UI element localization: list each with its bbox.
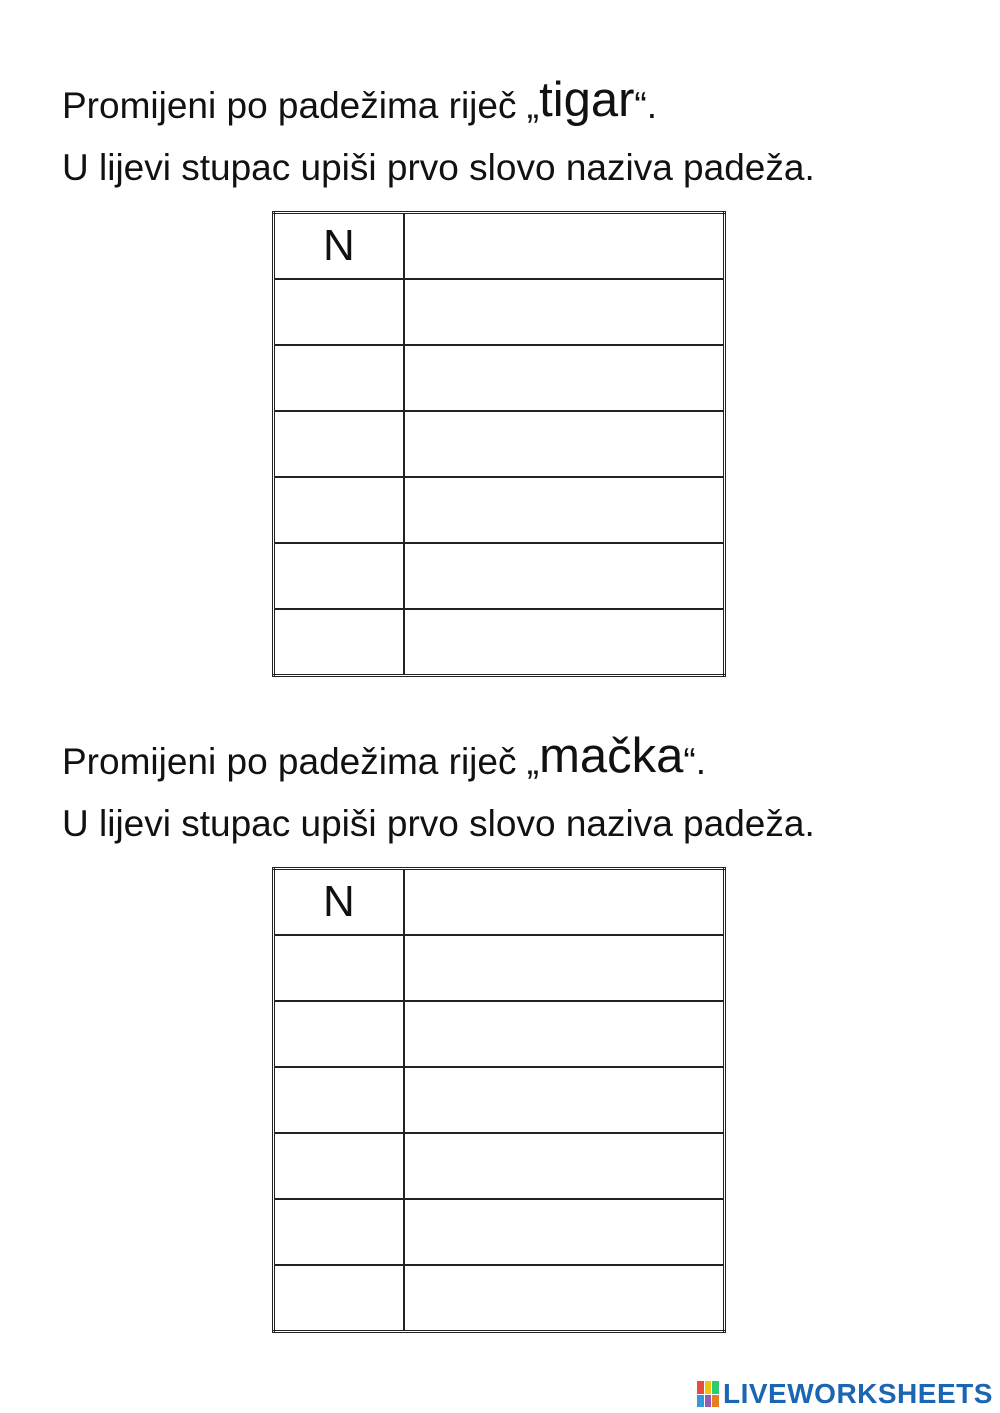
case-letter-cell xyxy=(274,279,404,345)
logo-square xyxy=(712,1381,719,1394)
logo-square xyxy=(705,1381,712,1394)
logo-square xyxy=(712,1395,719,1408)
answer-input[interactable] xyxy=(405,412,723,476)
answer-input[interactable] xyxy=(405,1266,723,1330)
table-row xyxy=(274,1265,725,1332)
answer-input[interactable] xyxy=(405,1002,723,1066)
answer-cell xyxy=(404,477,725,543)
case-letter-input[interactable] xyxy=(275,1200,403,1264)
case-letter-cell: N xyxy=(274,213,404,280)
case-letter-input[interactable] xyxy=(275,478,403,542)
answer-input[interactable] xyxy=(405,936,723,1000)
table-row xyxy=(274,609,725,676)
answer-input[interactable] xyxy=(405,870,723,934)
liveworksheets-logo xyxy=(697,1378,993,1410)
case-letter-cell xyxy=(274,1265,404,1332)
instruction-text: Promijeni po padežima riječ „ xyxy=(62,85,540,126)
logo-square xyxy=(697,1395,704,1408)
logo-square xyxy=(705,1395,712,1408)
answer-cell xyxy=(404,609,725,676)
case-letter-input[interactable] xyxy=(275,610,403,674)
case-letter-input[interactable] xyxy=(275,1068,403,1132)
answer-cell xyxy=(404,1001,725,1067)
table-row xyxy=(274,1067,725,1133)
case-letter-cell xyxy=(274,935,404,1001)
answer-cell xyxy=(404,935,725,1001)
table-row xyxy=(274,411,725,477)
answer-cell xyxy=(404,1133,725,1199)
table-row xyxy=(274,869,725,936)
logo-text: LIVEWORKSHEETS xyxy=(723,1378,993,1409)
instruction-text: Promijeni po padežima riječ „ xyxy=(62,741,540,782)
liveworksheets-logo-icon xyxy=(697,1381,719,1407)
answer-cell xyxy=(404,869,725,936)
table-row xyxy=(274,1133,725,1199)
case-letter-input[interactable] xyxy=(275,936,403,1000)
instruction-text-end: “. xyxy=(683,741,707,782)
case-letter-input[interactable] xyxy=(275,1002,403,1066)
case-letter-input[interactable] xyxy=(275,1134,403,1198)
case-letter-cell xyxy=(274,1001,404,1067)
case-table-1 xyxy=(272,211,726,677)
case-letter-cell xyxy=(274,411,404,477)
answer-cell xyxy=(404,543,725,609)
case-letter-cell xyxy=(274,477,404,543)
answer-cell xyxy=(404,1199,725,1265)
exercise-1-subinstruction: U lijevi stupac upiši prvo slovo naziva padeža. xyxy=(62,147,815,188)
answer-cell xyxy=(404,213,725,280)
answer-input[interactable] xyxy=(405,1134,723,1198)
answer-cell xyxy=(404,1067,725,1133)
table-row xyxy=(274,935,725,1001)
case-letter-cell xyxy=(274,609,404,676)
case-letter-cell xyxy=(274,543,404,609)
case-letter-cell xyxy=(274,345,404,411)
case-letter-input[interactable] xyxy=(275,544,403,608)
answer-cell xyxy=(404,345,725,411)
table-row xyxy=(274,345,725,411)
table-row xyxy=(274,543,725,609)
target-word: tigar xyxy=(539,73,635,127)
answer-input[interactable] xyxy=(405,544,723,608)
answer-cell xyxy=(404,411,725,477)
answer-input[interactable] xyxy=(405,214,723,278)
case-letter-input[interactable] xyxy=(275,1266,403,1330)
answer-input[interactable] xyxy=(405,280,723,344)
case-letter-cell xyxy=(274,1199,404,1265)
case-letter-cell xyxy=(274,1067,404,1133)
case-letter-cell xyxy=(274,1133,404,1199)
logo-square xyxy=(697,1381,704,1394)
case-letter-input[interactable] xyxy=(275,346,403,410)
exercise-2-instruction xyxy=(62,729,707,784)
answer-input[interactable] xyxy=(405,346,723,410)
table-row xyxy=(274,279,725,345)
table-row xyxy=(274,1001,725,1067)
case-table-2 xyxy=(272,867,726,1333)
case-letter-input[interactable] xyxy=(275,280,403,344)
answer-cell xyxy=(404,1265,725,1332)
table-row xyxy=(274,213,725,280)
instruction-text-end: “. xyxy=(634,85,658,126)
case-letter-input[interactable] xyxy=(275,412,403,476)
answer-cell xyxy=(404,279,725,345)
table-row xyxy=(274,477,725,543)
table-row xyxy=(274,1199,725,1265)
exercise-2-subinstruction: U lijevi stupac upiši prvo slovo naziva padeža. xyxy=(62,803,815,844)
answer-input[interactable] xyxy=(405,610,723,674)
case-letter-cell: N xyxy=(274,869,404,936)
target-word: mačka xyxy=(539,729,684,783)
answer-input[interactable] xyxy=(405,478,723,542)
exercise-1-instruction xyxy=(62,73,658,128)
answer-input[interactable] xyxy=(405,1200,723,1264)
answer-input[interactable] xyxy=(405,1068,723,1132)
